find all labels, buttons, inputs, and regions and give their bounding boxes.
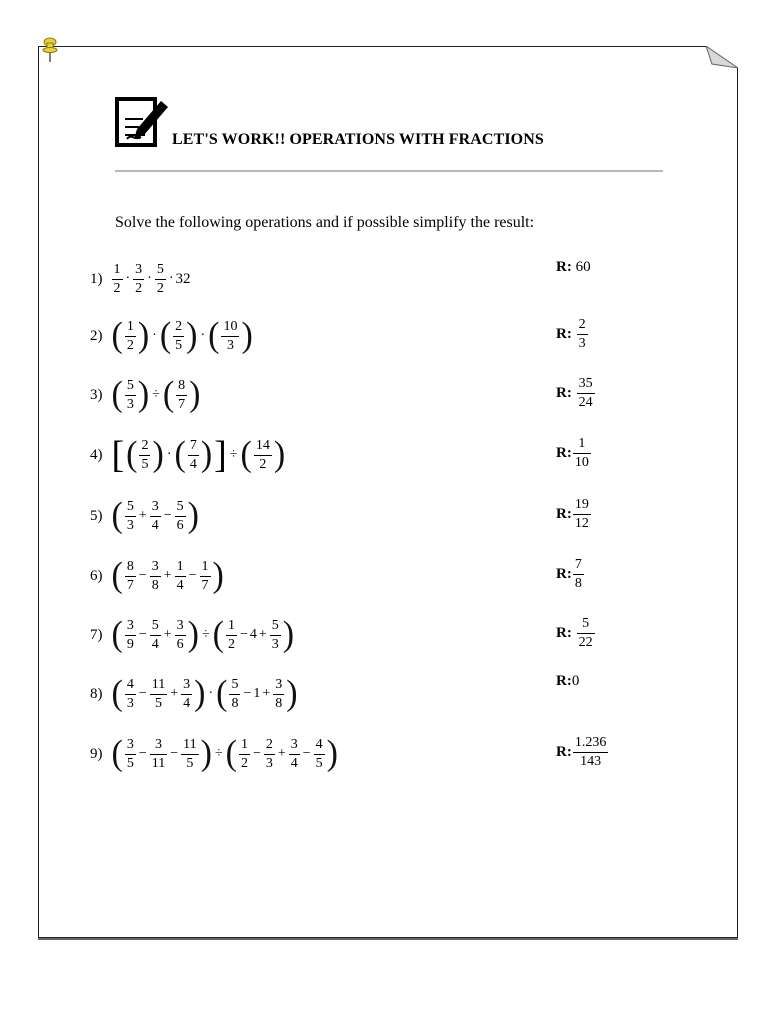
problem-number: 6) — [90, 567, 103, 584]
problem-1 — [90, 256, 191, 302]
operator: + — [163, 568, 172, 583]
problem-number: 9) — [90, 745, 103, 762]
result-value: 0 — [571, 672, 580, 689]
problem-9: 9) ( $\frac{3}{5}$ − $\frac{3}{11}$ − $\frac{11}{5}$ ) ÷ ( $\frac{1}{2}$ − $\frac{2}{3}$ + $\frac{3}{4}$ − $\frac{4}{5}$ ) — [90, 734, 338, 773]
operator: − — [163, 508, 172, 523]
result-label: R: — [556, 672, 572, 689]
integer: 1 — [253, 686, 261, 701]
fraction: $\frac{1}{2}$ — [113, 261, 121, 296]
problem-number: 5) — [90, 507, 103, 524]
result-fraction: $\frac{1.236}{143}$ — [574, 734, 607, 769]
operator: + — [277, 746, 286, 761]
fraction: $\frac{3}{6}$ — [176, 617, 184, 652]
result-label: R: — [556, 384, 572, 401]
operator: − — [138, 746, 147, 761]
operator: − — [188, 568, 197, 583]
operator: − — [239, 627, 248, 642]
page-curl-icon — [706, 46, 738, 68]
page-shadow — [38, 938, 738, 940]
result-label: R: — [556, 505, 572, 522]
result-label: R: — [556, 565, 572, 582]
fraction: $\frac{11}{5}$ — [183, 736, 197, 771]
operator: ÷ — [214, 746, 223, 761]
fraction: $\frac{10}{3}$ — [223, 318, 238, 353]
fraction: $\frac{1}{2}$ — [227, 617, 235, 652]
result-fraction: $\frac{1}{10}$ — [574, 435, 589, 470]
result-2 — [556, 311, 589, 357]
fraction: $\frac{5}{3}$ — [126, 498, 134, 533]
integer: 32 — [175, 270, 191, 287]
operator: − — [252, 746, 261, 761]
result-8 — [556, 658, 579, 704]
problem-6: 6) ( $\frac{8}{7}$ − $\frac{3}{8}$ + $\frac{1}{4}$ − $\frac{1}{7}$ ) — [90, 556, 224, 595]
operator: · — [200, 328, 206, 343]
problem-number: 7) — [90, 626, 103, 643]
operator: · — [152, 328, 157, 343]
operator: − — [302, 746, 311, 761]
problem-4: 4) [ ( $\frac{2}{5}$ ) · ( $\frac{7}{4}$ ) ] ÷ ( $\frac{14}{2}$ ) — [90, 434, 286, 476]
page-title: LET'S WORK!! OPERATIONS WITH FRACTIONS — [172, 131, 544, 148]
worksheet-page — [38, 46, 738, 938]
result-fraction: $\frac{5}{22}$ — [578, 615, 593, 650]
operator: − — [138, 568, 147, 583]
fraction: $\frac{4}{5}$ — [315, 736, 323, 771]
result-1 — [556, 244, 591, 290]
result-label: R: — [556, 258, 572, 275]
instructions: Solve the following operations and if possible simplify the result: — [115, 214, 535, 231]
fraction: $\frac{5}{3}$ — [126, 377, 134, 412]
result-fraction: $\frac{7}{8}$ — [574, 556, 582, 591]
result-5 — [556, 491, 592, 537]
operator: − — [243, 686, 252, 701]
problem-number: 8) — [90, 685, 103, 702]
fraction: $\frac{3}{8}$ — [275, 676, 283, 711]
result-label: R: — [556, 743, 572, 760]
fraction: $\frac{3}{4}$ — [151, 498, 159, 533]
operator: ÷ — [201, 627, 210, 642]
fraction: $\frac{5}{6}$ — [176, 498, 184, 533]
integer: 4 — [249, 627, 257, 642]
operator: + — [163, 627, 172, 642]
fraction: $\frac{3}{5}$ — [126, 736, 134, 771]
pencil-paper-icon — [115, 95, 169, 149]
operator: · — [125, 271, 131, 286]
pushpin-icon — [41, 37, 59, 63]
operator: · — [208, 686, 214, 701]
problem-2: 2) ( $\frac{1}{2}$ ) · ( $\frac{2}{5}$ ) · ( $\frac{10}{3}$ ) — [90, 316, 253, 355]
fraction: $\frac{3}{11}$ — [151, 736, 166, 771]
fraction: $\frac{2}{5}$ — [175, 318, 183, 353]
operator: − — [138, 627, 147, 642]
fraction: $\frac{2}{5}$ — [141, 437, 149, 472]
fraction: $\frac{5}{8}$ — [231, 676, 239, 711]
result-fraction: $\frac{19}{12}$ — [574, 496, 589, 531]
operator: − — [138, 686, 147, 701]
operator: · — [168, 271, 174, 286]
result-label: R: — [556, 444, 572, 461]
problem-number: 1) — [90, 270, 103, 287]
operator: + — [258, 627, 267, 642]
problem-8: 8) ( $\frac{4}{3}$ − $\frac{11}{5}$ + $\frac{3}{4}$ ) · ( $\frac{5}{8}$ − 1 + $\frac{3}{8}$ ) — [90, 674, 298, 713]
fraction: $\frac{3}{4}$ — [183, 676, 191, 711]
operator: ÷ — [152, 387, 160, 402]
operator: + — [262, 686, 271, 701]
fraction: $\frac{5}{4}$ — [151, 617, 159, 652]
result-label: R: — [556, 325, 572, 342]
fraction: $\frac{5}{3}$ — [271, 617, 279, 652]
problem-3: 3) ( $\frac{5}{3}$ ) ÷ ( $\frac{8}{7}$ ) — [90, 375, 201, 414]
fraction: $\frac{11}{5}$ — [151, 676, 166, 711]
operator: ÷ — [229, 447, 238, 462]
result-4 — [556, 430, 592, 476]
fraction: $\frac{4}{3}$ — [126, 676, 134, 711]
fraction: $\frac{1}{2}$ — [126, 318, 134, 353]
fraction: $\frac{3}{4}$ — [290, 736, 298, 771]
operator: + — [138, 508, 147, 523]
fraction: $\frac{2}{3}$ — [265, 736, 273, 771]
fraction: $\frac{1}{7}$ — [201, 558, 209, 593]
result-fraction: $\frac{2}{3}$ — [578, 316, 586, 351]
result-value: 60 — [575, 258, 591, 275]
problem-number: 3) — [90, 386, 103, 403]
problem-number: 4) — [90, 446, 103, 463]
operator: · — [166, 447, 172, 462]
result-6 — [556, 551, 585, 597]
fraction: $\frac{3}{2}$ — [135, 261, 143, 296]
fraction: $\frac{8}{7}$ — [178, 377, 186, 412]
operator: + — [170, 686, 179, 701]
result-7 — [556, 610, 596, 656]
fraction: $\frac{14}{2}$ — [255, 437, 270, 472]
fraction: $\frac{3}{9}$ — [126, 617, 134, 652]
fraction: $\frac{1}{4}$ — [176, 558, 184, 593]
fraction: $\frac{5}{2}$ — [156, 261, 164, 296]
result-fraction: $\frac{35}{24}$ — [578, 375, 593, 410]
operator: · — [147, 271, 152, 286]
fraction: $\frac{1}{2}$ — [240, 736, 248, 771]
fraction: $\frac{3}{8}$ — [151, 558, 159, 593]
operator: − — [170, 746, 179, 761]
fraction: $\frac{7}{4}$ — [189, 437, 197, 472]
problem-5: 5) ( $\frac{5}{3}$ + $\frac{3}{4}$ − $\frac{5}{6}$ ) — [90, 496, 199, 535]
title-divider — [115, 170, 663, 172]
result-label: R: — [556, 624, 572, 641]
problem-7: 7) ( $\frac{3}{9}$ − $\frac{5}{4}$ + $\frac{3}{6}$ ) ÷ ( $\frac{1}{2}$ − 4 + $\frac{5}{3}$ ) — [90, 615, 295, 654]
result-3 — [556, 370, 596, 416]
fraction: $\frac{8}{7}$ — [126, 558, 134, 593]
problem-number: 2) — [90, 327, 103, 344]
result-9 — [556, 729, 609, 775]
